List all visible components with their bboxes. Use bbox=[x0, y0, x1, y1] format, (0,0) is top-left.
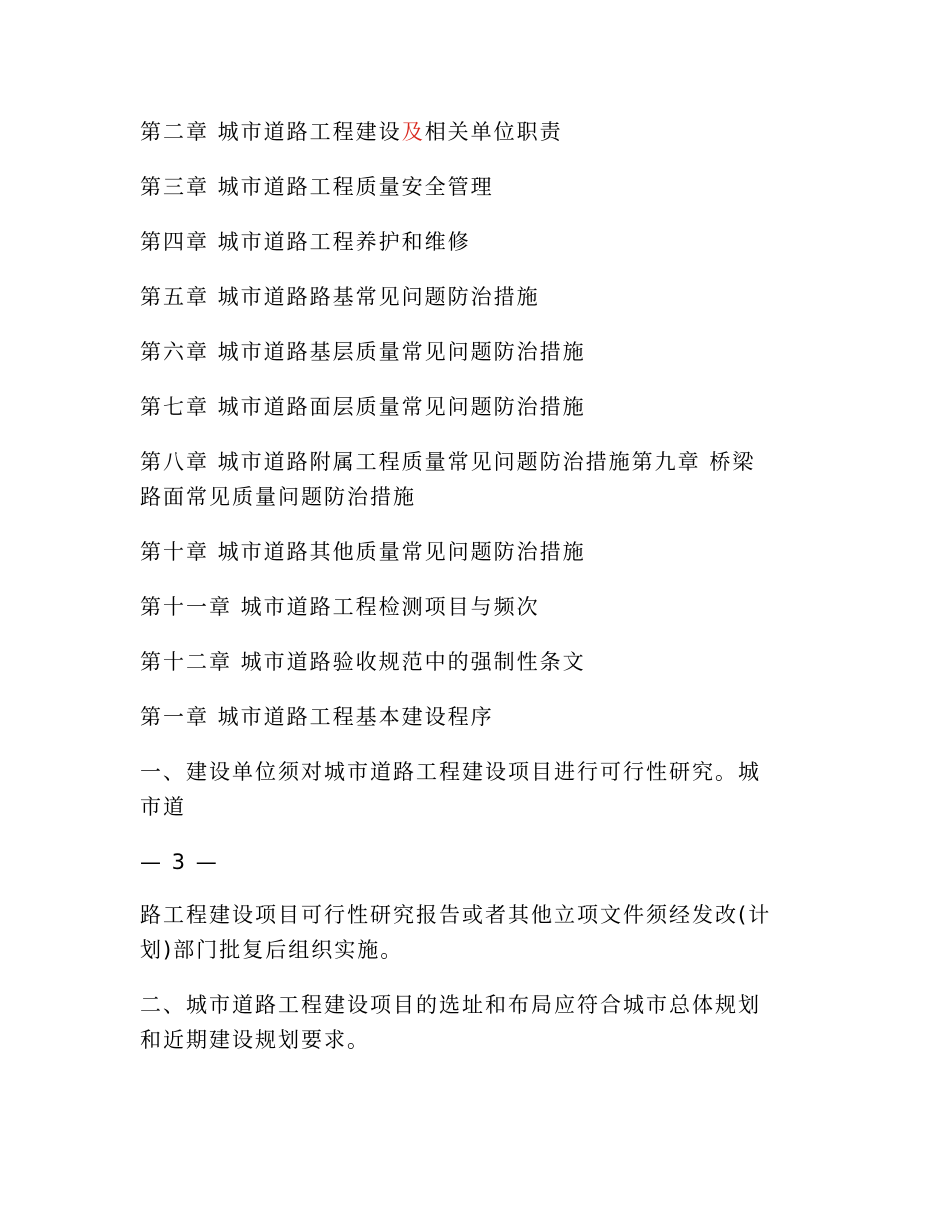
toc-chapter-6: 第六章 城市道路基层质量常见问题防治措施 bbox=[140, 340, 586, 364]
toc-chapter-10: 第十章 城市道路其他质量常见问题防治措施 bbox=[140, 540, 586, 564]
toc-chapter-5: 第五章 城市道路路基常见问题防治措施 bbox=[140, 285, 540, 309]
paragraph-2-line2: 划)部门批复后组织实施。 bbox=[140, 938, 404, 962]
toc-chapter-12: 第十二章 城市道路验收规范中的强制性条文 bbox=[140, 650, 586, 674]
toc-chapter-2-highlight: 及 bbox=[401, 120, 425, 144]
toc-chapter-7: 第七章 城市道路面层质量常见问题防治措施 bbox=[140, 395, 586, 419]
chapter-1-title: 第一章 城市道路工程基本建设程序 bbox=[140, 705, 494, 729]
toc-chapter-4: 第四章 城市道路工程养护和维修 bbox=[140, 230, 471, 254]
toc-chapter-3: 第三章 城市道路工程质量安全管理 bbox=[140, 175, 494, 199]
paragraph-1-line2: 市道 bbox=[140, 795, 186, 819]
paragraph-3-line2: 和近期建设规划要求。 bbox=[140, 1028, 370, 1052]
toc-chapter-8-9-line1: 第八章 城市道路附属工程质量常见问题防治措施第九章 桥梁 bbox=[140, 450, 756, 474]
page-number: — 3 — bbox=[140, 850, 219, 874]
paragraph-3-line1: 二、城市道路工程建设项目的选址和布局应符合城市总体规划 bbox=[140, 993, 761, 1017]
paragraph-1-line1: 一、建设单位须对城市道路工程建设项目进行可行性研究。城 bbox=[140, 760, 761, 784]
paragraph-2-line1: 路工程建设项目可行性研究报告或者其他立项文件须经发改(计 bbox=[140, 903, 772, 927]
toc-chapter-2-text-a: 第二章 城市道路工程建设 bbox=[140, 120, 402, 144]
toc-chapter-2-text-b: 相关单位职责 bbox=[424, 120, 563, 144]
toc-chapter-2 bbox=[140, 115, 820, 150]
toc-chapter-8-9-line2: 路面常见质量问题防治措施 bbox=[140, 485, 416, 509]
toc-chapter-11: 第十一章 城市道路工程检测项目与频次 bbox=[140, 595, 540, 619]
